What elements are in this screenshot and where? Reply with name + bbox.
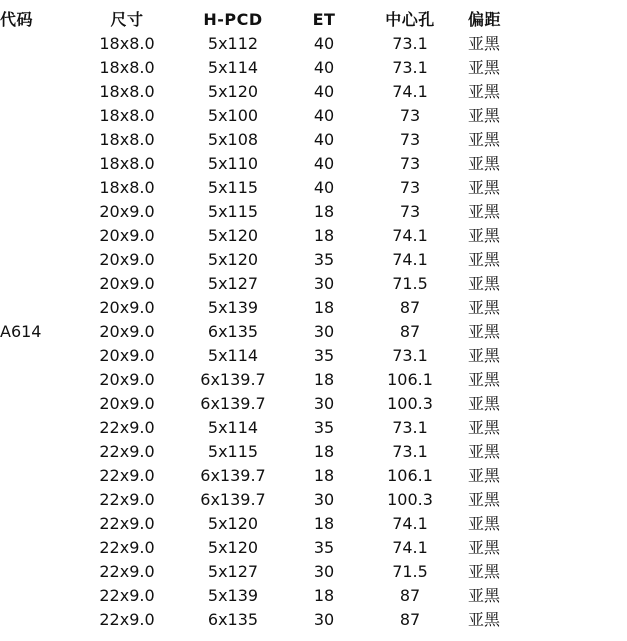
cell-code — [0, 416, 84, 440]
cell-offset: 亚黑 — [468, 82, 501, 101]
cell-et: 18 — [313, 226, 335, 245]
cell-size: 18x8.0 — [99, 154, 155, 173]
cell-center-bore: 73 — [399, 130, 421, 149]
table-row — [0, 296, 627, 320]
cell-offset: 亚黑 — [468, 154, 501, 173]
cell-et: 30 — [313, 274, 335, 293]
cell-code — [0, 392, 84, 416]
header-size: 尺寸 — [110, 10, 144, 29]
cell-offset: 亚黑 — [468, 394, 501, 413]
cell-size: 22x9.0 — [99, 610, 155, 629]
cell-size: 20x9.0 — [99, 298, 155, 317]
cell-offset: 亚黑 — [468, 202, 501, 221]
cell-code — [0, 296, 84, 320]
cell-pcd: 6x135 — [207, 610, 259, 629]
cell-center-bore: 74.1 — [392, 82, 428, 101]
cell-et: 18 — [313, 370, 335, 389]
cell-size: 20x9.0 — [99, 370, 155, 389]
cell-et: 40 — [313, 130, 335, 149]
cell-center-bore: 100.3 — [387, 394, 433, 413]
cell-size: 18x8.0 — [99, 106, 155, 125]
cell-code — [0, 176, 84, 200]
cell-size: 22x9.0 — [99, 538, 155, 557]
cell-offset: 亚黑 — [468, 562, 501, 581]
table-row — [0, 248, 627, 272]
cell-pcd: 5x120 — [207, 538, 259, 557]
cell-code: A614 — [0, 322, 42, 341]
cell-offset: 亚黑 — [468, 58, 501, 77]
table-row — [0, 224, 627, 248]
cell-center-bore: 87 — [399, 610, 421, 629]
cell-size: 22x9.0 — [99, 490, 155, 509]
cell-pcd: 5x115 — [207, 442, 259, 461]
cell-center-bore: 71.5 — [392, 274, 428, 293]
table-row — [0, 344, 627, 368]
cell-offset: 亚黑 — [468, 322, 501, 341]
cell-et: 35 — [313, 418, 335, 437]
cell-size: 20x9.0 — [99, 322, 155, 341]
header-offset: 偏距 — [468, 10, 502, 29]
cell-center-bore: 73.1 — [392, 346, 428, 365]
cell-center-bore: 74.1 — [392, 250, 428, 269]
cell-code — [0, 56, 84, 80]
cell-pcd: 5x120 — [207, 250, 259, 269]
cell-center-bore: 87 — [399, 322, 421, 341]
cell-pcd: 5x115 — [207, 178, 259, 197]
cell-center-bore: 87 — [399, 298, 421, 317]
cell-et: 35 — [313, 346, 335, 365]
cell-pcd: 6x139.7 — [200, 394, 266, 413]
table-row — [0, 128, 627, 152]
cell-et: 30 — [313, 322, 335, 341]
cell-et: 30 — [313, 490, 335, 509]
cell-pcd: 6x139.7 — [200, 490, 266, 509]
cell-size: 18x8.0 — [99, 178, 155, 197]
cell-pcd: 5x114 — [207, 346, 259, 365]
cell-size: 18x8.0 — [99, 34, 155, 53]
header-code: 代码 — [0, 10, 34, 29]
table-row — [0, 32, 627, 56]
table-row — [0, 176, 627, 200]
cell-et: 35 — [313, 250, 335, 269]
cell-offset: 亚黑 — [468, 250, 501, 269]
cell-center-bore: 73.1 — [392, 34, 428, 53]
cell-center-bore: 73.1 — [392, 58, 428, 77]
cell-code — [0, 80, 84, 104]
cell-offset: 亚黑 — [468, 370, 501, 389]
cell-code — [0, 608, 84, 632]
table-row — [0, 560, 627, 584]
cell-offset: 亚黑 — [468, 178, 501, 197]
cell-center-bore: 100.3 — [387, 490, 433, 509]
cell-size: 22x9.0 — [99, 442, 155, 461]
cell-code — [0, 128, 84, 152]
cell-pcd: 5x110 — [207, 154, 259, 173]
cell-et: 40 — [313, 82, 335, 101]
cell-et: 18 — [313, 514, 335, 533]
cell-pcd: 5x139 — [207, 586, 259, 605]
cell-code — [0, 104, 84, 128]
table-row — [0, 320, 627, 344]
cell-center-bore: 73 — [399, 154, 421, 173]
cell-pcd: 6x135 — [207, 322, 259, 341]
cell-pcd: 5x112 — [207, 34, 259, 53]
table-row — [0, 536, 627, 560]
cell-et: 18 — [313, 298, 335, 317]
cell-size: 22x9.0 — [99, 418, 155, 437]
cell-size: 20x9.0 — [99, 394, 155, 413]
cell-code — [0, 32, 84, 56]
table-row — [0, 608, 627, 632]
cell-et: 18 — [313, 466, 335, 485]
cell-size: 18x8.0 — [99, 130, 155, 149]
cell-size: 22x9.0 — [99, 466, 155, 485]
cell-code — [0, 488, 84, 512]
cell-offset: 亚黑 — [468, 274, 501, 293]
cell-code — [0, 272, 84, 296]
cell-pcd: 6x139.7 — [200, 370, 266, 389]
cell-center-bore: 71.5 — [392, 562, 428, 581]
cell-pcd: 5x108 — [207, 130, 259, 149]
cell-pcd: 5x115 — [207, 202, 259, 221]
cell-size: 18x8.0 — [99, 82, 155, 101]
cell-center-bore: 106.1 — [387, 370, 433, 389]
cell-pcd: 6x139.7 — [200, 466, 266, 485]
cell-code — [0, 344, 84, 368]
cell-size: 22x9.0 — [99, 562, 155, 581]
wheel-spec-table — [0, 8, 627, 632]
cell-center-bore: 74.1 — [392, 226, 428, 245]
cell-center-bore: 87 — [399, 586, 421, 605]
cell-offset: 亚黑 — [468, 442, 501, 461]
cell-code — [0, 368, 84, 392]
table-row — [0, 200, 627, 224]
cell-pcd: 5x127 — [207, 562, 259, 581]
cell-pcd: 5x120 — [207, 514, 259, 533]
table-row — [0, 104, 627, 128]
table-row — [0, 512, 627, 536]
cell-size: 20x9.0 — [99, 346, 155, 365]
cell-pcd: 5x139 — [207, 298, 259, 317]
cell-pcd: 5x120 — [207, 82, 259, 101]
cell-et: 30 — [313, 610, 335, 629]
cell-size: 20x9.0 — [99, 250, 155, 269]
cell-center-bore: 73.1 — [392, 418, 428, 437]
table-body — [0, 32, 627, 632]
cell-size: 20x9.0 — [99, 202, 155, 221]
cell-pcd: 5x100 — [207, 106, 259, 125]
cell-offset: 亚黑 — [468, 466, 501, 485]
cell-pcd: 5x114 — [207, 418, 259, 437]
table-row — [0, 392, 627, 416]
cell-offset: 亚黑 — [468, 34, 501, 53]
cell-offset: 亚黑 — [468, 538, 501, 557]
cell-offset: 亚黑 — [468, 106, 501, 125]
cell-center-bore: 73 — [399, 202, 421, 221]
cell-et: 40 — [313, 58, 335, 77]
cell-et: 18 — [313, 586, 335, 605]
cell-code — [0, 440, 84, 464]
cell-offset: 亚黑 — [468, 130, 501, 149]
table-row — [0, 440, 627, 464]
table-row — [0, 488, 627, 512]
header-pcd: H-PCD — [203, 10, 263, 29]
table-row — [0, 368, 627, 392]
cell-pcd: 5x120 — [207, 226, 259, 245]
cell-code — [0, 224, 84, 248]
cell-center-bore: 73.1 — [392, 442, 428, 461]
cell-center-bore: 106.1 — [387, 466, 433, 485]
cell-code — [0, 536, 84, 560]
cell-et: 40 — [313, 34, 335, 53]
cell-code — [0, 584, 84, 608]
cell-et: 30 — [313, 562, 335, 581]
table-row — [0, 416, 627, 440]
cell-offset: 亚黑 — [468, 298, 501, 317]
cell-et: 40 — [313, 106, 335, 125]
cell-et: 40 — [313, 178, 335, 197]
cell-center-bore: 73 — [399, 106, 421, 125]
cell-code — [0, 464, 84, 488]
cell-offset: 亚黑 — [468, 346, 501, 365]
cell-pcd: 5x127 — [207, 274, 259, 293]
cell-et: 18 — [313, 202, 335, 221]
cell-offset: 亚黑 — [468, 226, 501, 245]
cell-code — [0, 200, 84, 224]
header-center-bore: 中心孔 — [385, 10, 435, 29]
table-row — [0, 272, 627, 296]
cell-et: 18 — [313, 442, 335, 461]
cell-offset: 亚黑 — [468, 490, 501, 509]
table-row — [0, 464, 627, 488]
cell-pcd: 5x114 — [207, 58, 259, 77]
table-header-row — [0, 8, 627, 32]
table-row — [0, 80, 627, 104]
cell-et: 35 — [313, 538, 335, 557]
cell-center-bore: 74.1 — [392, 538, 428, 557]
table-row — [0, 152, 627, 176]
cell-size: 22x9.0 — [99, 586, 155, 605]
cell-code — [0, 152, 84, 176]
cell-size: 22x9.0 — [99, 514, 155, 533]
cell-code — [0, 248, 84, 272]
cell-offset: 亚黑 — [468, 418, 501, 437]
header-et: ET — [312, 10, 336, 29]
cell-center-bore: 74.1 — [392, 514, 428, 533]
cell-center-bore: 73 — [399, 178, 421, 197]
cell-size: 18x8.0 — [99, 58, 155, 77]
table-row — [0, 56, 627, 80]
table-row — [0, 584, 627, 608]
cell-offset: 亚黑 — [468, 610, 501, 629]
cell-code — [0, 512, 84, 536]
cell-et: 30 — [313, 394, 335, 413]
cell-offset: 亚黑 — [468, 586, 501, 605]
cell-size: 20x9.0 — [99, 274, 155, 293]
cell-size: 20x9.0 — [99, 226, 155, 245]
cell-offset: 亚黑 — [468, 514, 501, 533]
cell-code — [0, 560, 84, 584]
cell-et: 40 — [313, 154, 335, 173]
